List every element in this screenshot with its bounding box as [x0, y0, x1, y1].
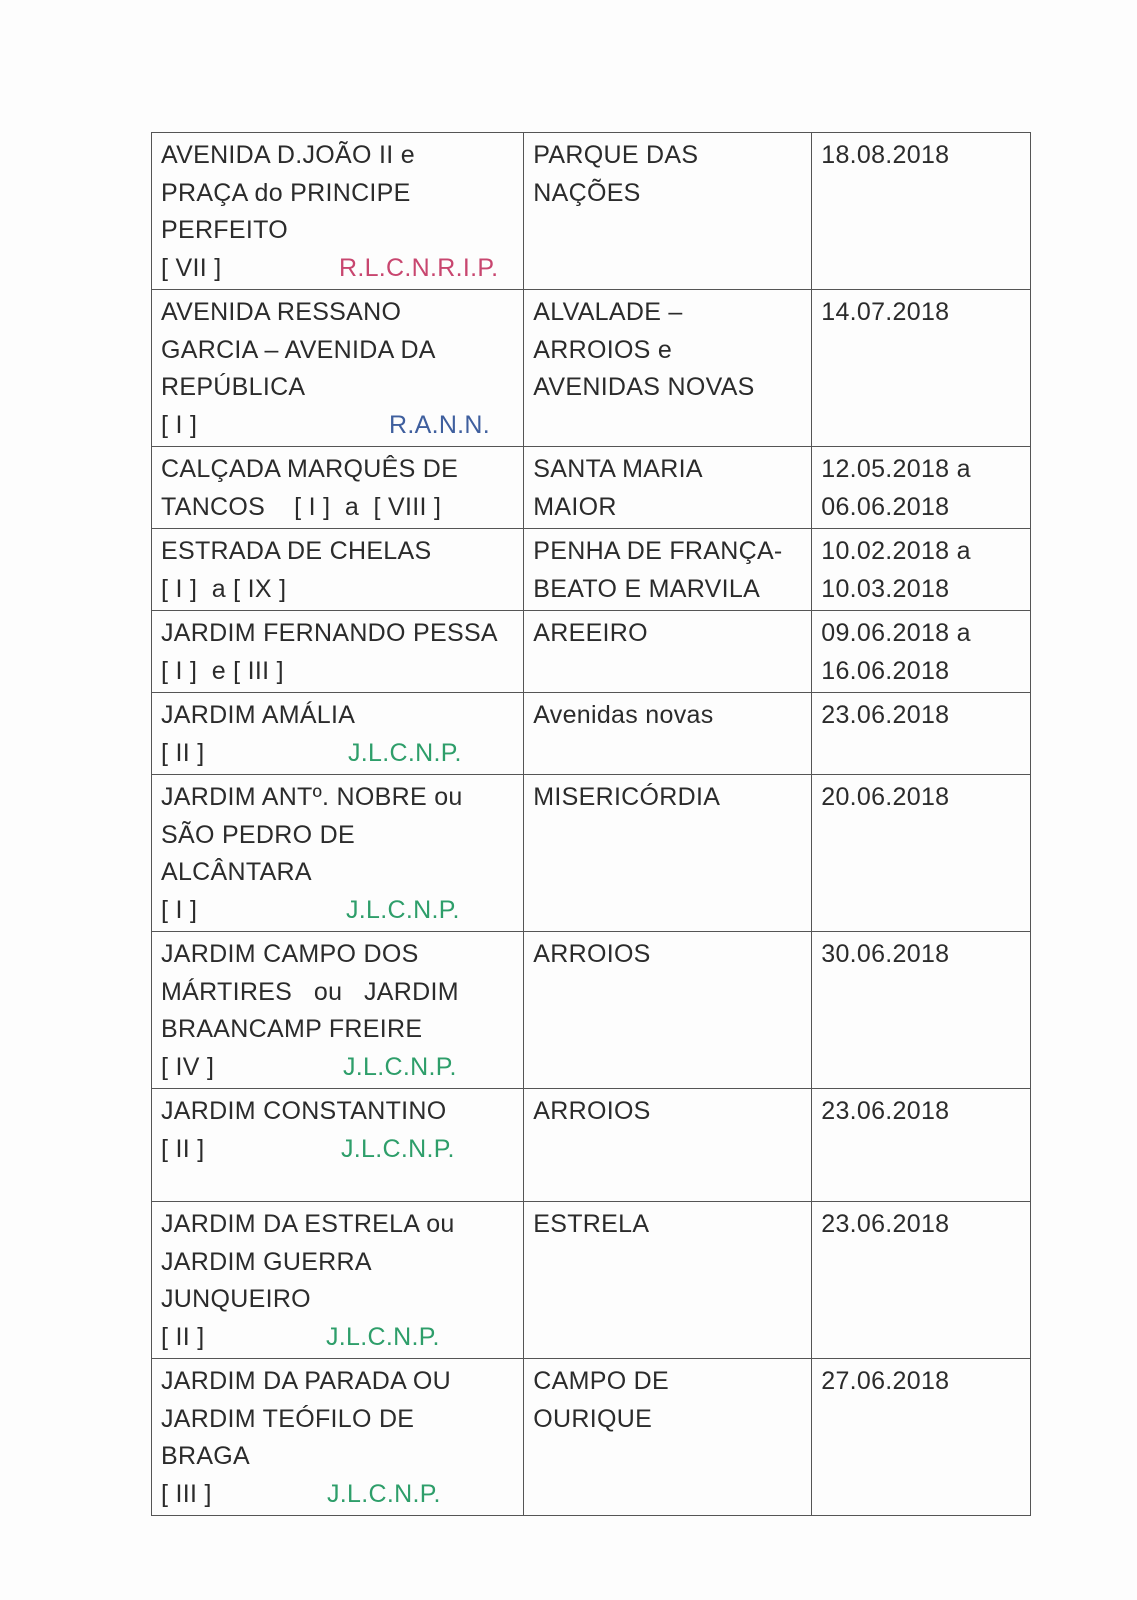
- street-cell: [152, 693, 524, 775]
- ref-line: [161, 735, 514, 773]
- location-line: SANTA MARIA: [533, 455, 703, 483]
- table-row: [152, 932, 1031, 1089]
- location-line: AREEIRO: [533, 619, 648, 647]
- date-cell: [812, 290, 1031, 447]
- ref-line: [161, 407, 514, 445]
- table-row: [152, 611, 1031, 693]
- date-line: 23.06.2018: [821, 1097, 950, 1125]
- ref-line: [161, 250, 514, 288]
- street-name-line: BRAANCAMP FREIRE: [161, 1015, 423, 1043]
- street-name-line: REPÚBLICA: [161, 373, 306, 401]
- street-name-line: BRAGA: [161, 1442, 251, 1470]
- street-cell: [152, 775, 524, 932]
- association-code: J.L.C.N.P.: [346, 895, 460, 924]
- street-cell: [152, 447, 524, 529]
- date-line: 30.06.2018: [821, 940, 950, 968]
- location-cell: [524, 775, 812, 932]
- location-line: NAÇÕES: [533, 178, 641, 207]
- street-cell: [152, 529, 524, 611]
- association-code: J.L.C.N.P.: [327, 1479, 441, 1508]
- location-line: ESTRELA: [533, 1210, 650, 1238]
- date-cell: [812, 133, 1031, 290]
- location-cell: [524, 1359, 812, 1516]
- date-line: 23.06.2018: [821, 1210, 950, 1238]
- date-line: 06.06.2018: [821, 492, 950, 521]
- ref-number: [ I ]: [161, 895, 198, 924]
- street-cell: [152, 133, 524, 290]
- location-line: ALVALADE –: [533, 298, 683, 326]
- street-cell: [152, 290, 524, 447]
- street-name-line: SÃO PEDRO DE: [161, 820, 355, 849]
- date-cell: [812, 1202, 1031, 1359]
- date-line: 10.02.2018 a: [821, 537, 971, 565]
- street-name-line: PRAÇA do PRINCIPE: [161, 178, 411, 207]
- ref-number: [ II ]: [161, 738, 205, 767]
- location-line: OURIQUE: [533, 1404, 653, 1433]
- ref-line: [161, 1319, 514, 1357]
- location-cell: [524, 133, 812, 290]
- street-name-line: ESTRADA DE CHELAS: [161, 537, 432, 565]
- location-line: AVENIDAS NOVAS: [533, 373, 755, 401]
- date-cell: [812, 693, 1031, 775]
- ref-line: [161, 1049, 514, 1087]
- date-cell: [812, 1089, 1031, 1202]
- date-line: 09.06.2018 a: [821, 619, 971, 647]
- date-cell: [812, 1359, 1031, 1516]
- street-name-line: JARDIM ANTº. NOBRE ou: [161, 783, 463, 811]
- date-cell: [812, 447, 1031, 529]
- ref-number: [ I ]: [161, 410, 198, 439]
- location-cell: [524, 693, 812, 775]
- ref-number: [ VII ]: [161, 253, 222, 282]
- street-name-line: PERFEITO: [161, 216, 288, 244]
- street-cell: [152, 932, 524, 1089]
- street-cell: [152, 1089, 524, 1202]
- table-row: [152, 1202, 1031, 1359]
- date-line: 20.06.2018: [821, 783, 950, 811]
- location-cell: [524, 932, 812, 1089]
- ref-number: [ II ]: [161, 1134, 205, 1163]
- location-line: CAMPO DE: [533, 1367, 670, 1395]
- date-cell: [812, 529, 1031, 611]
- ref-line: [161, 1476, 514, 1514]
- table-row: [152, 1359, 1031, 1516]
- street-name-line: [ I ] a [ IX ]: [161, 574, 287, 603]
- street-name-line: JARDIM FERNANDO PESSA: [161, 619, 498, 647]
- date-line: 14.07.2018: [821, 298, 950, 326]
- ref-line: [161, 892, 514, 930]
- table-row: [152, 447, 1031, 529]
- location-cell: [524, 1089, 812, 1202]
- street-name-line: JARDIM CONSTANTINO: [161, 1097, 447, 1125]
- street-name-line: JARDIM DA PARADA OU: [161, 1367, 452, 1395]
- location-line: Avenidas novas: [533, 701, 714, 729]
- association-code: J.L.C.N.P.: [341, 1134, 455, 1163]
- street-name-line: AVENIDA D.JOÃO II e: [161, 141, 415, 169]
- date-cell: [812, 932, 1031, 1089]
- association-code: R.L.C.N.R.I.P.: [339, 253, 499, 282]
- table-row: [152, 775, 1031, 932]
- location-cell: [524, 611, 812, 693]
- date-cell: [812, 611, 1031, 693]
- street-cell: [152, 1359, 524, 1516]
- street-name-line: JARDIM TEÓFILO DE: [161, 1404, 415, 1433]
- location-line: MAIOR: [533, 492, 617, 521]
- schedule-table: [151, 132, 1031, 1516]
- location-line: PARQUE DAS: [533, 141, 699, 169]
- association-code: J.L.C.N.P.: [326, 1322, 440, 1351]
- date-line: 23.06.2018: [821, 701, 950, 729]
- street-name-line: [ I ] e [ III ]: [161, 656, 284, 685]
- ref-number: [ IV ]: [161, 1052, 215, 1081]
- location-cell: [524, 290, 812, 447]
- street-name-line: GARCIA – AVENIDA DA: [161, 335, 436, 364]
- date-line: 18.08.2018: [821, 141, 950, 169]
- ref-line: [161, 1131, 514, 1169]
- location-cell: [524, 1202, 812, 1359]
- ref-number: [ III ]: [161, 1479, 212, 1508]
- location-cell: [524, 529, 812, 611]
- table-row: [152, 1089, 1031, 1202]
- date-line: 10.03.2018: [821, 574, 950, 603]
- location-line: ARROIOS e: [533, 335, 673, 364]
- table-row: [152, 693, 1031, 775]
- table-row: [152, 529, 1031, 611]
- location-line: ARROIOS: [533, 940, 651, 968]
- street-name-line: JARDIM GUERRA: [161, 1247, 372, 1276]
- street-name-line: JARDIM AMÁLIA: [161, 701, 356, 729]
- date-line: 27.06.2018: [821, 1367, 950, 1395]
- street-name-line: TANCOS [ I ] a [ VIII ]: [161, 492, 442, 521]
- date-cell: [812, 775, 1031, 932]
- table-row: [152, 290, 1031, 447]
- location-line: MISERICÓRDIA: [533, 783, 721, 811]
- location-line: PENHA DE FRANÇA-: [533, 537, 783, 565]
- ref-number: [ II ]: [161, 1322, 205, 1351]
- street-name-line: AVENIDA RESSANO: [161, 298, 402, 326]
- location-line: ARROIOS: [533, 1097, 651, 1125]
- street-name-line: ALCÂNTARA: [161, 858, 312, 886]
- street-name-line: MÁRTIRES ou JARDIM: [161, 977, 459, 1006]
- association-code: R.A.N.N.: [389, 410, 491, 439]
- location-cell: [524, 447, 812, 529]
- street-cell: [152, 611, 524, 693]
- table-row: [152, 133, 1031, 290]
- association-code: J.L.C.N.P.: [343, 1052, 457, 1081]
- street-name-line: CALÇADA MARQUÊS DE: [161, 455, 459, 483]
- association-code: J.L.C.N.P.: [348, 738, 462, 767]
- street-name-line: JUNQUEIRO: [161, 1285, 311, 1313]
- date-line: 12.05.2018 a: [821, 455, 971, 483]
- street-cell: [152, 1202, 524, 1359]
- street-name-line: JARDIM CAMPO DOS: [161, 940, 419, 968]
- street-name-line: JARDIM DA ESTRELA ou: [161, 1210, 455, 1238]
- location-line: BEATO E MARVILA: [533, 574, 761, 603]
- date-line: 16.06.2018: [821, 656, 950, 685]
